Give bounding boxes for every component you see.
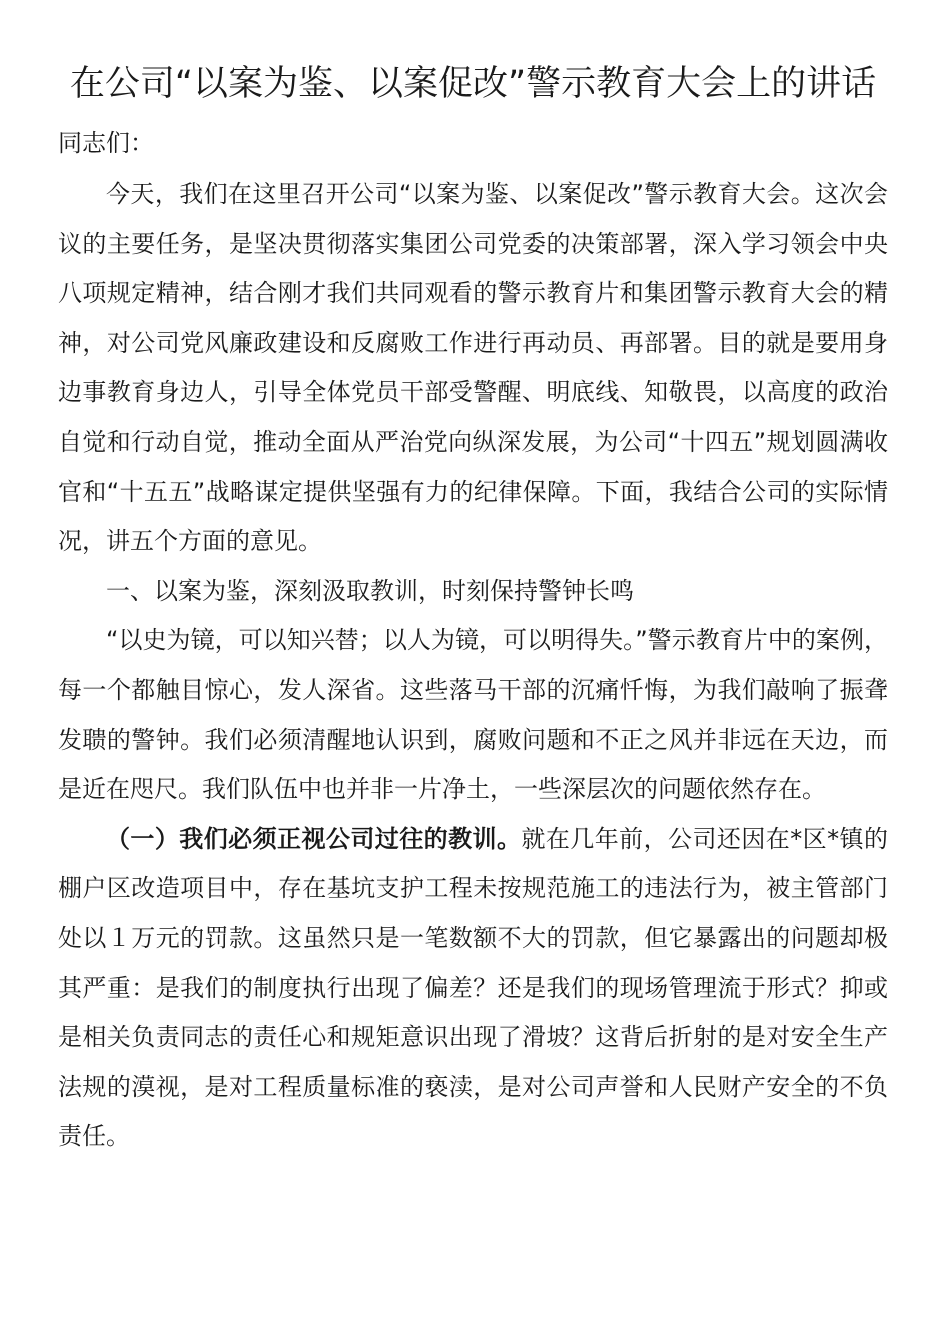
subsection-1-paragraph [58, 815, 888, 1162]
section-heading-1: 一、以案为鉴，深刻汲取教训，时刻保持警钟长鸣 [106, 576, 634, 605]
section-1-paragraph: “以史为镜，可以知兴替；以人为镜，可以明得失。”警示教育片中的案例，每一个都触目惊心，发人深省。这些落马干部的沉痛忏悔，为我们敲响了振聋发聩的警钟。我们必须清醒地认识到，腐败问题和不正之风并非远在天边，而是近在咫尺。我们队伍中也并非一片净土，一些深层次的问题依然存在。 [58, 626, 888, 804]
subsection-1-body: 就在几年前，公司还因在*区*镇的棚户区改造项目中，存在基坑支护工程未按规范施工的违法行为，被主管部门处以１万元的罚款。这虽然只是一笔数额不大的罚款，但它暴露出的问题却极其严重：是我们的制度执行出现了偏差？还是我们的现场管理流于形式？抑或是相关负责同志的责任心和规矩意识出现了滑坡？这背后折射的是对安全生产法规的漠视，是对工程质量标准的亵渎，是对公司声誉和人民财产安全的不负责任。 [58, 824, 888, 1151]
intro-paragraph: 今天，我们在这里召开公司“以案为鉴、以案促改”警示教育大会。这次会议的主要任务，是坚决贯彻落实集团公司党委的决策部署，深入学习领会中央八项规定精神，结合刚才我们共同观看的警示教育片和集团警示教育大会的精神，对公司党风廉政建设和反腐败工作进行再动员、再部署。目的就是要用身边事教育身边人，引导全体党员干部受警醒、明底线、知敬畏，以高度的政治自觉和行动自觉，推动全面从严治党向纵深发展，为公司“十四五”规划圆满收官和“十五五”战略谋定提供坚强有力的纪律保障。下面，我结合公司的实际情况，讲五个方面的意见。 [58, 180, 888, 556]
greeting: 同志们： [58, 129, 154, 157]
document-title: 在公司“以案为鉴、以案促改”警示教育大会上的讲话 [69, 64, 877, 104]
subsection-1-lead: （一）我们必须正视公司过往的教训。 [106, 824, 522, 853]
